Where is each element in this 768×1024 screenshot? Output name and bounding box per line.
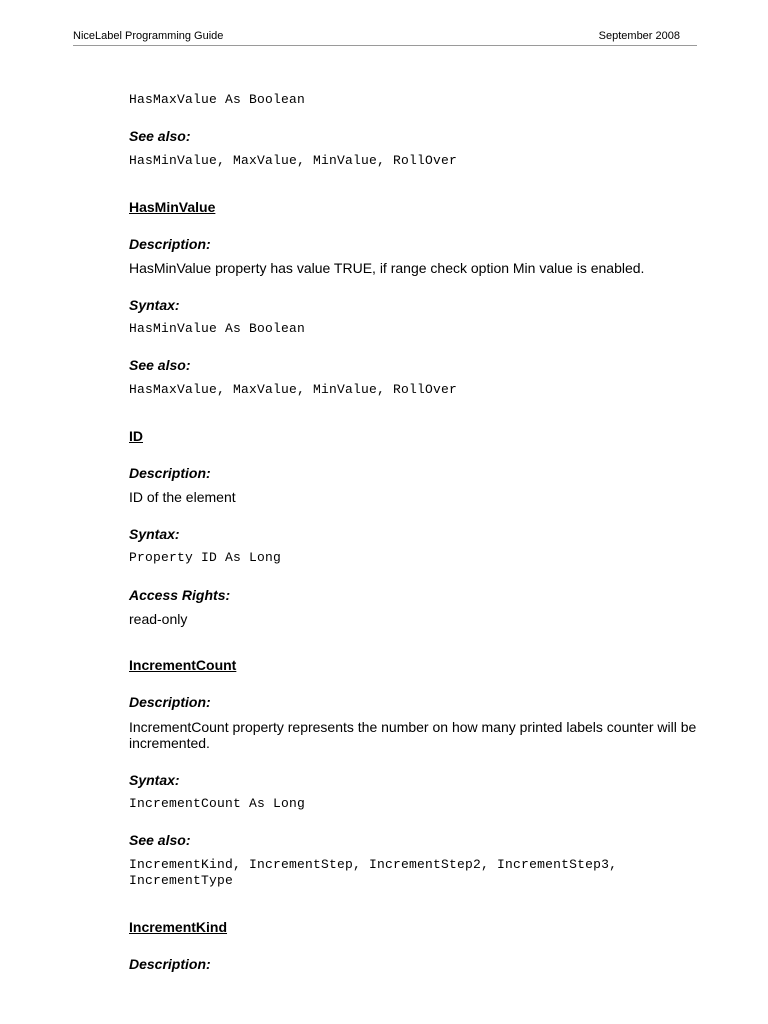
increment-count-see-also-continued: IncrementType (129, 873, 234, 888)
increment-count-see-also-label: See also: (129, 832, 191, 848)
publication-date: September 2008 (598, 30, 680, 42)
has-min-description-label: Description: (129, 236, 211, 252)
has-max-see-also: HasMinValue, MaxValue, MinValue, RollOver (129, 153, 458, 168)
has-min-description: HasMinValue property has value TRUE, if range check option Min value is enabled. (129, 260, 645, 276)
id-description: ID of the element (129, 489, 236, 505)
increment-count-see-also: IncrementKind, IncrementStep, IncrementStep2, IncrementStep3, (129, 857, 618, 872)
id-syntax: Property ID As Long (129, 550, 282, 565)
has-max-syntax: HasMaxValue As Boolean (129, 92, 306, 107)
increment-count-title: IncrementCount (129, 657, 237, 673)
id-access-rights: read-only (129, 611, 188, 627)
increment-count-syntax: IncrementCount As Long (129, 796, 306, 811)
increment-kind-title: IncrementKind (129, 919, 228, 935)
id-syntax-label: Syntax: (129, 526, 180, 542)
id-title: ID (129, 428, 143, 444)
increment-kind-description-label: Description: (129, 956, 211, 972)
has-max-see-also-label: See also: (129, 128, 191, 144)
guide-title: NiceLabel Programming Guide (73, 30, 224, 42)
has-min-title: HasMinValue (129, 199, 216, 215)
id-description-label: Description: (129, 465, 211, 481)
increment-count-syntax-label: Syntax: (129, 772, 180, 788)
has-min-syntax-label: Syntax: (129, 297, 180, 313)
has-min-see-also-label: See also: (129, 357, 191, 373)
increment-count-description: IncrementCount property represents the number on how many printed labels counter will be incremented. (129, 719, 697, 751)
has-min-syntax: HasMinValue As Boolean (129, 321, 306, 336)
increment-count-description-label: Description: (129, 694, 211, 710)
id-access-rights-label: Access Rights: (129, 587, 231, 603)
has-min-see-also: HasMaxValue, MaxValue, MinValue, RollOver (129, 382, 458, 397)
page-header (73, 30, 697, 46)
